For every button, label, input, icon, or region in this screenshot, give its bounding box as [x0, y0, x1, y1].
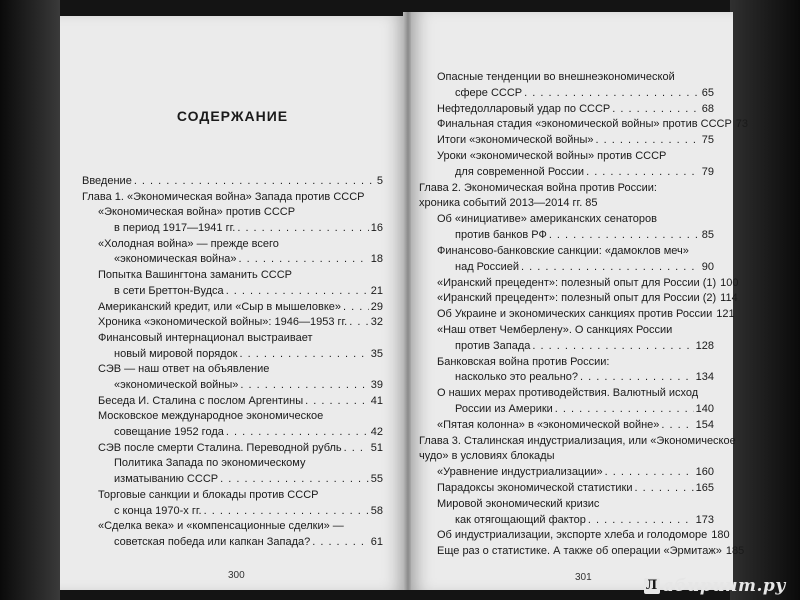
- right-page: [411, 12, 749, 590]
- toc-entry-page: 114: [720, 292, 738, 304]
- toc-entry-title: Беседа И. Сталина с послом Аргентины: [98, 395, 304, 407]
- toc-entry-title: как отягощающий фактор: [455, 514, 586, 526]
- toc-leader-dots: [344, 441, 369, 455]
- toc-entry-page: 73: [735, 118, 749, 130]
- toc-entry: [114, 284, 383, 298]
- toc-entry: [114, 472, 383, 486]
- toc-entry-page: 173: [695, 514, 714, 526]
- toc-entry-page: 128: [695, 340, 714, 352]
- toc-entry: [437, 149, 666, 163]
- toc-entry-title: «экономическая война»: [114, 253, 237, 265]
- toc-entry-title: Об Украине и экономических санкциях против России: [437, 308, 713, 320]
- toc-entry-title: Финансовый интернационал выстраивает: [98, 332, 313, 344]
- toc-entry-page: 90: [701, 261, 714, 273]
- toc-leader-dots: [586, 165, 700, 179]
- left-page: [60, 16, 405, 590]
- toc-entry: [437, 528, 730, 542]
- toc-entry-page: 55: [370, 473, 383, 485]
- toc-entry-title: Мировой экономический кризис: [437, 498, 600, 510]
- toc-entry-page: 165: [695, 482, 714, 494]
- labirint-watermark-logo: [644, 576, 786, 596]
- toc-leader-dots: [588, 513, 694, 527]
- toc-entry-title: сфере СССР: [455, 87, 523, 99]
- toc-entry-title: О наших мерах противодействия. Валютный исход: [437, 387, 699, 399]
- toc-entry: [437, 70, 675, 84]
- toc-entry: [98, 394, 383, 408]
- book-cover-right-edge: [730, 0, 800, 600]
- toc-entry-title: Финансово-банковские санкции: «дамоклов меч»: [437, 245, 689, 257]
- toc-entry-title: Опасные тенденции во внешнеэкономической: [437, 71, 675, 83]
- toc-entry-page: 21: [370, 285, 383, 297]
- toc-entry-title: Финальная стадия «экономической войны» против СССР: [437, 118, 732, 130]
- toc-leader-dots: [305, 394, 369, 408]
- toc-entry: [98, 205, 295, 219]
- toc-entry-page: 16: [370, 222, 383, 234]
- toc-entry-page: 75: [701, 134, 714, 146]
- toc-entry: [419, 181, 657, 195]
- toc-entry: [98, 409, 323, 423]
- toc-entry-page: 121: [716, 308, 735, 320]
- toc-entry: [437, 117, 749, 131]
- toc-entry: [437, 212, 657, 226]
- toc-entry: [455, 513, 714, 527]
- toc-entry-page: 160: [695, 466, 714, 478]
- toc-entry-title: против банков РФ: [455, 229, 547, 241]
- toc-entry-title: России из Америки: [455, 403, 553, 415]
- toc-entry: [98, 268, 292, 282]
- toc-entry: [114, 347, 383, 361]
- toc-leader-dots: [226, 425, 369, 439]
- toc-entry-page: 79: [701, 166, 714, 178]
- toc-entry: [455, 228, 714, 242]
- toc-entry-title: изматыванию СССР: [114, 473, 219, 485]
- toc-leader-dots: [605, 465, 694, 479]
- toc-entry-page: 42: [370, 426, 383, 438]
- toc-entry: [437, 386, 698, 400]
- toc-entry: [437, 465, 714, 479]
- toc-entry: [455, 86, 714, 100]
- toc-entry-title: «Экономическая война» против СССР: [98, 206, 296, 218]
- toc-entry-title: Введение: [82, 175, 132, 187]
- toc-entry-title: СЭВ — наш ответ на объявление: [98, 363, 270, 375]
- toc-entry: [437, 481, 714, 495]
- toc-entry: [419, 434, 736, 448]
- toc-entry-title: с конца 1970-х гг.: [114, 505, 202, 517]
- toc-entry-title: «экономической войны»: [114, 379, 239, 391]
- toc-entry-title: насколько это реально?: [455, 371, 579, 383]
- toc-entry-page: 5: [376, 175, 383, 187]
- toc-leader-dots: [521, 260, 700, 274]
- toc-entry: [455, 402, 714, 416]
- toc-entry: [419, 196, 598, 210]
- toc-leader-dots: [524, 86, 700, 100]
- toc-entry-page: 185: [725, 545, 745, 557]
- toc-entry-page: 39: [370, 379, 383, 391]
- toc-entry: [98, 362, 269, 376]
- toc-entry: [98, 300, 383, 314]
- toc-entry-title: Парадоксы экономической статистики: [437, 482, 633, 494]
- toc-entry: [114, 221, 383, 235]
- toc-leader-dots: [349, 315, 369, 329]
- toc-entry-title: СЭВ после смерти Сталина. Переводной рубль: [98, 442, 342, 454]
- toc-entry-title: для современной России: [455, 166, 585, 178]
- toc-entry: [455, 339, 714, 353]
- toc-entry: [437, 418, 714, 432]
- toc-entry-title: Банковская война против России:: [437, 356, 610, 368]
- book-cover-left-edge: [0, 0, 60, 600]
- toc-leader-dots: [343, 300, 369, 314]
- toc-entry-page: 154: [695, 419, 714, 431]
- toc-entry-page: 51: [370, 442, 383, 454]
- page-number-left: 300: [228, 570, 245, 581]
- toc-entry-title: Глава 3. Сталинская индустриализация, или «Экономическое: [419, 435, 736, 447]
- toc-entry: [98, 519, 344, 533]
- toc-entry-title: Уроки «экономической войны» против СССР: [437, 150, 667, 162]
- toc-entry: [114, 252, 383, 266]
- toc-leader-dots: [312, 535, 369, 549]
- toc-entry: [437, 544, 745, 558]
- toc-leader-dots: [580, 370, 694, 384]
- toc-leader-dots: [549, 228, 700, 242]
- toc-entry-page: 134: [695, 371, 714, 383]
- toc-leader-dots: [239, 252, 369, 266]
- toc-entry-title: Глава 1. «Экономическая война» Запада против СССР: [82, 191, 365, 203]
- toc-entry-title: над Россией: [455, 261, 520, 273]
- toc-entry-title: «Иранский прецедент»: полезный опыт для России (1): [437, 277, 717, 289]
- toc-entry-title: советская победа или капкан Запада?: [114, 536, 311, 548]
- toc-entry: [455, 165, 714, 179]
- toc-entry-title: «Наш ответ Чемберлену». О санкциях России: [437, 324, 673, 336]
- toc-entry-title: Глава 2. Экономическая война против России:: [419, 182, 657, 194]
- toc-entry: [437, 133, 714, 147]
- toc-entry-page: 180: [711, 529, 730, 541]
- toc-entry-page: 32: [370, 316, 383, 328]
- toc-entry-title: в сети Бреттон-Вудса: [114, 285, 224, 297]
- toc-entry-title: против Запада: [455, 340, 531, 352]
- toc-entry-page: 68: [701, 103, 714, 115]
- page-heading: СОДЕРЖАНИЕ: [176, 108, 289, 124]
- toc-entry: [98, 441, 383, 455]
- toc-entry-title: Хроника «экономической войны»: 1946—1953 гг.: [98, 316, 348, 328]
- toc-entry-page: 35: [370, 348, 383, 360]
- toc-entry: [114, 425, 383, 439]
- toc-entry-title: Об «инициативе» американских сенаторов: [437, 213, 657, 225]
- toc-entry: [82, 174, 383, 188]
- toc-entry-title: «Сделка века» и «компенсационные сделки» —: [98, 520, 344, 532]
- toc-entry-title: «Иранский прецедент»: полезный опыт для России (2): [437, 292, 717, 304]
- toc-entry-title: «Холодная война» — прежде всего: [98, 238, 279, 250]
- toc-entry: [437, 244, 689, 258]
- toc-leader-dots: [240, 378, 368, 392]
- toc-leader-dots: [204, 504, 369, 518]
- toc-entry: [455, 260, 714, 274]
- toc-entry-title: совещание 1952 года: [114, 426, 224, 438]
- toc-entry-title: «Пятая колонна» в «экономической войне»: [437, 419, 660, 431]
- toc-entry: [114, 456, 305, 470]
- toc-entry-page: 100: [720, 277, 739, 289]
- toc-entry-title: Московское международное экономическое: [98, 410, 324, 422]
- toc-entry-page: 58: [370, 505, 383, 517]
- toc-leader-dots: [634, 481, 693, 495]
- toc-entry-page: 65: [701, 87, 714, 99]
- toc-leader-dots: [555, 402, 694, 416]
- toc-leader-dots: [134, 174, 375, 188]
- toc-entry: [98, 331, 313, 345]
- toc-entry-title: новый мировой порядок: [114, 348, 238, 360]
- toc-entry-title: Еще раз о статистике. А также об операции «Эрмитаж»: [437, 545, 722, 557]
- toc-entry-title: Политика Запада по экономическому: [114, 457, 306, 469]
- toc-leader-dots: [220, 472, 369, 486]
- toc-entry-title: Об индустриализации, экспорте хлеба и голодоморе: [437, 529, 708, 541]
- toc-leader-dots: [532, 339, 693, 353]
- toc-entry-title: Американский кредит, или «Сыр в мышеловке»: [98, 301, 342, 313]
- toc-entry-page: 41: [370, 395, 383, 407]
- toc-entry-title: в период 1917—1941 гг.: [114, 222, 236, 234]
- toc-leader-dots: [237, 221, 368, 235]
- toc-entry: [437, 276, 739, 290]
- toc-entry: [114, 504, 383, 518]
- toc-entry: [437, 291, 738, 305]
- toc-leader-dots: [661, 418, 693, 432]
- watermark-text: абиринт.ру: [662, 576, 786, 596]
- toc-entry-title: Попытка Вашингтона заманить СССР: [98, 269, 292, 281]
- watermark-badge: Л: [645, 578, 658, 593]
- toc-entry-page: 29: [370, 301, 383, 313]
- toc-entry-page: 18: [370, 253, 383, 265]
- toc-entry-title: Торговые санкции и блокады против СССР: [98, 489, 319, 501]
- page-number-right: 301: [575, 572, 592, 583]
- toc-entry-page: 85: [701, 229, 714, 241]
- toc-leader-dots: [240, 347, 369, 361]
- toc-entry: [437, 323, 672, 337]
- toc-entry: [455, 370, 714, 384]
- toc-entry: [98, 488, 318, 502]
- toc-entry: [98, 315, 383, 329]
- toc-entry-page: 140: [695, 403, 714, 415]
- toc-entry: [82, 190, 365, 204]
- toc-entry-title: «Уравнение индустриализации»: [437, 466, 603, 478]
- toc-entry-title: Нефтедолларовый удар по СССР: [437, 103, 611, 115]
- toc-entry: [437, 102, 714, 116]
- toc-entry-title: чудо» в условиях блокады: [419, 450, 555, 462]
- toc-entry: [98, 237, 279, 251]
- toc-leader-dots: [596, 133, 700, 147]
- toc-entry-title: Итоги «экономической войны»: [437, 134, 594, 146]
- toc-leader-dots: [226, 284, 369, 298]
- toc-entry: [419, 449, 554, 463]
- toc-entry: [437, 497, 599, 511]
- toc-entry: [437, 355, 609, 369]
- toc-entry-page: 61: [370, 536, 383, 548]
- toc-entry: [437, 307, 735, 321]
- toc-entry-title: хроника событий 2013—2014 гг. 85: [419, 197, 598, 209]
- toc-entry: [114, 378, 383, 392]
- toc-entry: [114, 535, 383, 549]
- toc-leader-dots: [612, 102, 700, 116]
